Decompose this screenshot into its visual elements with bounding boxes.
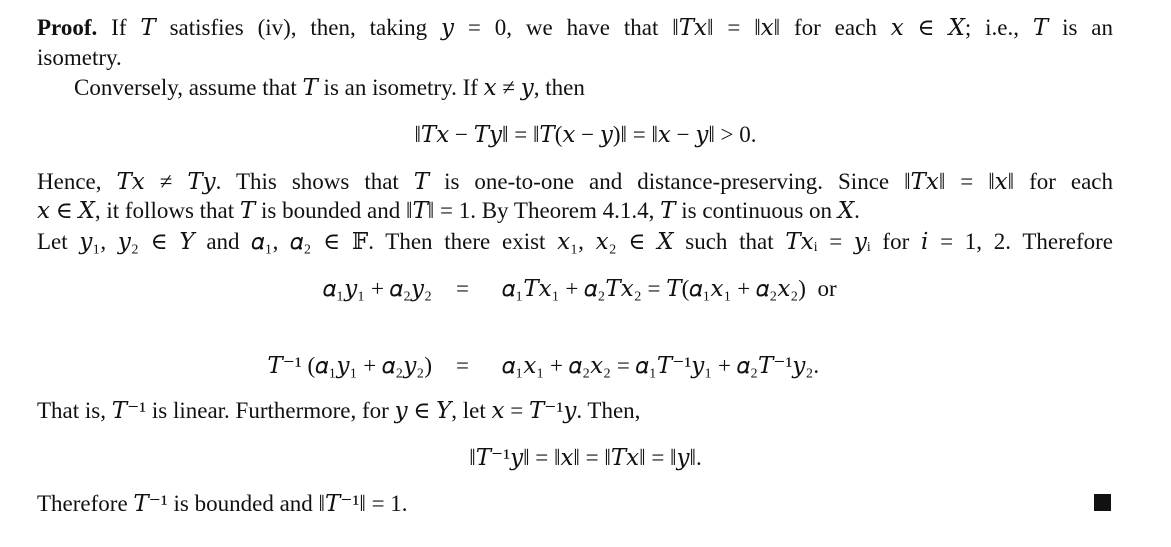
proof-label: Proof. <box>37 15 98 40</box>
proof-line-let: Let 𝑦₁, 𝑦₂ ∈ 𝑌 and 𝛼₁, 𝛼₂ ∈ 𝔽. Then there exist 𝑥₁, 𝑥₂ ∈ 𝑋 such that 𝑇𝑥ᵢ = 𝑦ᵢ for 𝑖 = 1, 2. Therefore <box>37 229 1113 254</box>
equation-2-rhs: 𝛼₁𝑇𝑥₁ + 𝛼₂𝑇𝑥₂ = 𝑇(𝛼₁𝑥₁ + 𝛼₂𝑥₂) or <box>502 276 837 301</box>
proof-line-bounded: 𝑥 ∈ 𝑋, it follows that 𝑇 is bounded and ‖𝑇‖ = 1. By Theorem 4.1.4, 𝑇 is continuous on 𝑋. <box>37 198 860 223</box>
equation-3-rhs: 𝛼₁𝑥₁ + 𝛼₂𝑥₂ = 𝛼₁𝑇⁻¹𝑦₁ + 𝛼₂𝑇⁻¹𝑦₂. <box>502 353 820 378</box>
equation-3-relation: = <box>456 353 469 378</box>
proof-line-1 <box>37 14 1113 42</box>
proof-line-2: isometry. <box>37 45 122 70</box>
equation-3-lhs: 𝑇⁻¹ (𝛼₁𝑦₁ + 𝛼₂𝑦₂) <box>267 353 432 378</box>
proof-line-1-text: If 𝑇 satisfies (iv), then, taking 𝑦 = 0, we have that ‖𝑇𝑥‖ = ‖𝑥‖ for each 𝑥 ∈ 𝑋; i.e., 𝑇 is an <box>111 15 1113 40</box>
proof-line-3: Conversely, assume that 𝑇 is an isometry. If 𝑥 ≠ 𝑦, then <box>74 75 585 100</box>
proof-line-that-is: That is, 𝑇⁻¹ is linear. Furthermore, for 𝑦 ∈ 𝑌, let 𝑥 = 𝑇⁻¹𝑦. Then, <box>37 398 641 423</box>
qed-square-icon <box>1094 494 1111 511</box>
equation-2-relation: = <box>456 276 469 301</box>
proof-line-hence: Hence, 𝑇𝑥 ≠ 𝑇𝑦. This shows that 𝑇 is one-to-one and distance-preserving. Since ‖𝑇𝑥‖ = ‖𝑥‖ for each <box>37 169 1113 194</box>
equation-inverse-norm: ‖𝑇⁻¹𝑦‖ = ‖𝑥‖ = ‖𝑇𝑥‖ = ‖𝑦‖. <box>469 445 702 470</box>
equation-isometry: ‖𝑇𝑥 − 𝑇𝑦‖ = ‖𝑇(𝑥 − 𝑦)‖ = ‖𝑥 − 𝑦‖ > 0. <box>414 122 757 147</box>
proof-line-therefore: Therefore 𝑇⁻¹ is bounded and ‖𝑇⁻¹‖ = 1. <box>37 491 408 516</box>
equation-2-lhs: 𝛼₁𝑦₁ + 𝛼₂𝑦₂ <box>322 276 432 301</box>
